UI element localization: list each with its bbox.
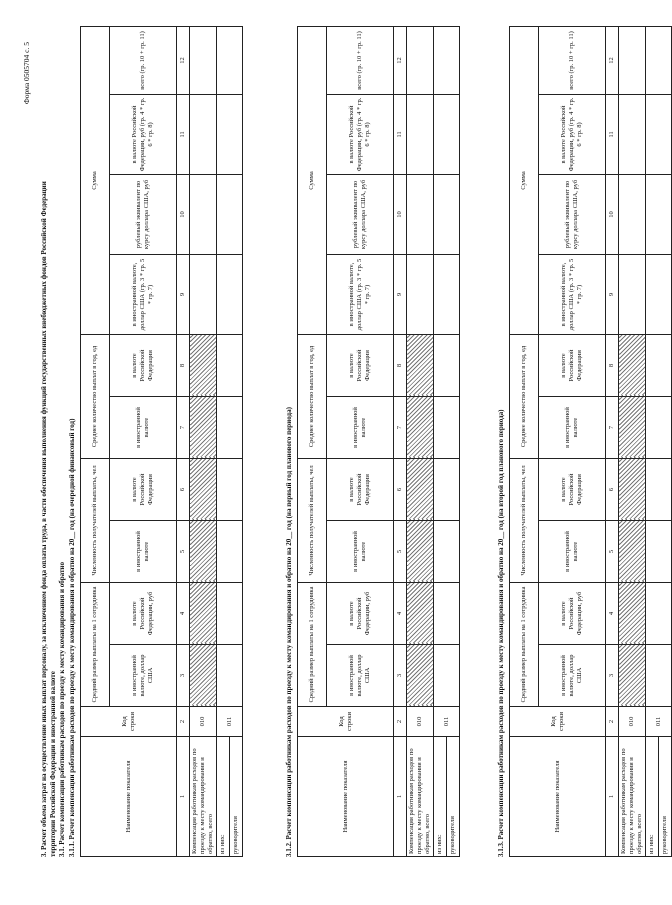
value-cell[interactable] [646, 583, 672, 645]
column-number: 2 [177, 707, 190, 737]
header-count-fx: в иностранной валюте [110, 521, 177, 583]
column-number: 2 [394, 707, 407, 737]
column-number: 1 [177, 737, 190, 857]
hatched-cell [619, 397, 646, 459]
row-label: Компенсация работникам расходов по проезду к месту командирования и обратно, всего [619, 737, 646, 857]
section-3-1-1-heading: 3.1.1. Расчет компенсации работникам расходов по проезду к месту командирования и обратно на 20__ год (на очередной финансовый год) [68, 418, 76, 857]
header-sum-fx: в иностранной валюте, доллар США (гр. 3 * гр. 5 * гр. 7) [539, 255, 606, 335]
row-label: из них: [646, 737, 659, 857]
hatched-cell [619, 521, 646, 583]
section-3-heading-continued: территории Российской Федерации и иностранной валюте [49, 671, 57, 857]
header-avg-pay-fx: в иностранной валюте, доллар США [539, 645, 606, 707]
header-qty-fx: в иностранной валюте [110, 397, 177, 459]
value-cell[interactable] [407, 26, 434, 94]
value-cell[interactable] [217, 521, 243, 583]
header-sum-total: всего (гр. 10 + гр. 11) [327, 26, 394, 94]
form-code: Форма 0505704 с. 5 [22, 42, 31, 105]
header-avg-pay-rub: в валюте Российской Федерации, руб [110, 583, 177, 645]
column-number: 12 [606, 26, 619, 94]
table-row-incl [217, 26, 230, 856]
value-cell[interactable] [190, 95, 217, 175]
header-avg-pay: Средний размер выплаты на 1 сотрудника [298, 583, 327, 707]
table-row-total [619, 26, 646, 856]
value-cell[interactable] [217, 95, 243, 175]
value-cell[interactable] [217, 26, 243, 94]
value-cell[interactable] [217, 459, 243, 521]
hatched-cell [407, 397, 434, 459]
row-code: 010 [619, 707, 646, 737]
value-cell[interactable] [434, 397, 460, 459]
row-label: Компенсация работникам расходов по проезду к месту командирования и обратно, всего [407, 737, 434, 857]
header-count-rub: в валюте Российской Федерации [539, 459, 606, 521]
header-sum-fx: в иностранной валюте, доллар США (гр. 3 * гр. 5 * гр. 7) [327, 255, 394, 335]
header-count-rub: в валюте Российской Федерации [110, 459, 177, 521]
table-row-incl [646, 26, 659, 856]
row-code: 010 [407, 707, 434, 737]
header-qty-fx: в иностранной валюте [327, 397, 394, 459]
row-label: руководители [230, 737, 243, 857]
header-qty-fx: в иностранной валюте [539, 397, 606, 459]
header-count: Численность получателей выплаты, чел [510, 459, 539, 583]
header-sum-total: всего (гр. 10 + гр. 11) [539, 26, 606, 94]
hatched-cell [407, 645, 434, 707]
column-number: 5 [606, 521, 619, 583]
header-count-fx: в иностранной валюте [327, 521, 394, 583]
value-cell[interactable] [646, 26, 672, 94]
hatched-cell [190, 583, 217, 645]
value-cell[interactable] [217, 335, 243, 397]
table-row-total [190, 26, 217, 856]
column-number: 1 [606, 737, 619, 857]
value-cell[interactable] [217, 645, 243, 707]
column-number: 10 [177, 175, 190, 255]
row-label: Компенсация работникам расходов по проезду к месту командирования и обратно, всего [190, 737, 217, 857]
hatched-cell [407, 459, 434, 521]
value-cell[interactable] [434, 645, 460, 707]
column-number: 7 [394, 397, 407, 459]
header-name: Наименование показателя [298, 737, 394, 857]
hatched-cell [619, 645, 646, 707]
header-avg-pay: Средний размер выплаты на 1 сотрудника [81, 583, 110, 707]
header-avg-pay-fx: в иностранной валюте, доллар США [327, 645, 394, 707]
header-sum-fx: в иностранной валюте, доллар США (гр. 3 * гр. 5 * гр. 7) [110, 255, 177, 335]
header-sum-total: всего (гр. 10 + гр. 11) [110, 26, 177, 94]
header-avg-pay-rub: в валюте Российской Федерации, руб [539, 583, 606, 645]
header-qty-rub: в валюте Российской Федерации [539, 335, 606, 397]
header-avg-qty: Среднее количество выплат в год, ед [298, 335, 327, 459]
header-sum-rub: в валюте Российской Федерации, руб (гр. 4 * гр. 6 * гр. 8) [539, 95, 606, 175]
value-cell[interactable] [619, 175, 646, 255]
value-cell[interactable] [434, 95, 460, 175]
row-code: 011 [646, 707, 672, 737]
row-label: из них: [434, 737, 447, 857]
header-sum: Сумма [81, 26, 110, 334]
header-sum: Сумма [510, 26, 539, 334]
header-name: Наименование показателя [81, 737, 177, 857]
column-number: 4 [606, 583, 619, 645]
value-cell[interactable] [407, 175, 434, 255]
table-3-1-2 [297, 26, 460, 857]
header-sum-equiv: рублевый эквивалент по курсу доллара США, руб [327, 175, 394, 255]
column-number: 7 [606, 397, 619, 459]
value-cell[interactable] [217, 583, 243, 645]
hatched-cell [190, 397, 217, 459]
value-cell[interactable] [646, 645, 672, 707]
section-3-1-heading: 3.1. Расчет компенсации работникам расходов по проезду к месту командирования и обратно [58, 562, 66, 857]
row-label: из них: [217, 737, 230, 857]
column-number: 2 [606, 707, 619, 737]
column-number: 3 [606, 645, 619, 707]
value-cell[interactable] [434, 521, 460, 583]
column-number: 11 [606, 95, 619, 175]
hatched-cell [190, 645, 217, 707]
header-sum-rub: в валюте Российской Федерации, руб (гр. 4 * гр. 6 * гр. 8) [327, 95, 394, 175]
value-cell[interactable] [407, 255, 434, 335]
value-cell[interactable] [190, 26, 217, 94]
value-cell[interactable] [217, 175, 243, 255]
header-avg-pay-rub: в валюте Российской Федерации, руб [327, 583, 394, 645]
value-cell[interactable] [646, 175, 672, 255]
value-cell[interactable] [190, 175, 217, 255]
hatched-cell [619, 459, 646, 521]
header-code: Код строки [510, 707, 606, 737]
column-number: 11 [177, 95, 190, 175]
column-number: 6 [394, 459, 407, 521]
column-number: 6 [177, 459, 190, 521]
row-code: 011 [217, 707, 243, 737]
header-sum-rub: в валюте Российской Федерации, руб (гр. 4 * гр. 6 * гр. 8) [110, 95, 177, 175]
value-cell[interactable] [619, 255, 646, 335]
row-code: 011 [434, 707, 460, 737]
row-code: 010 [190, 707, 217, 737]
header-sum-equiv: рублевый эквивалент по курсу доллара США, руб [539, 175, 606, 255]
column-number-row [606, 26, 619, 856]
column-number: 9 [394, 255, 407, 335]
value-cell[interactable] [646, 255, 672, 335]
hatched-cell [190, 335, 217, 397]
column-number: 5 [394, 521, 407, 583]
value-cell[interactable] [619, 95, 646, 175]
header-code: Код строки [81, 707, 177, 737]
table-row-incl [434, 26, 447, 856]
header-count: Численность получателей выплаты, чел [298, 459, 327, 583]
column-number: 9 [177, 255, 190, 335]
column-number: 12 [394, 26, 407, 94]
hatched-cell [407, 335, 434, 397]
header-sum: Сумма [298, 26, 327, 334]
row-label: руководители [659, 737, 672, 857]
column-number: 3 [394, 645, 407, 707]
header-count-rub: в валюте Российской Федерации [327, 459, 394, 521]
column-number-row [177, 26, 190, 856]
value-cell[interactable] [217, 255, 243, 335]
value-cell[interactable] [646, 335, 672, 397]
table-row-total [407, 26, 434, 856]
value-cell[interactable] [646, 459, 672, 521]
column-number: 4 [177, 583, 190, 645]
value-cell[interactable] [434, 583, 460, 645]
row-label: руководители [447, 737, 460, 857]
header-avg-qty: Среднее количество выплат в год, ед [81, 335, 110, 459]
value-cell[interactable] [434, 175, 460, 255]
value-cell[interactable] [434, 459, 460, 521]
column-number: 7 [177, 397, 190, 459]
header-name: Наименование показателя [510, 737, 606, 857]
column-number: 5 [177, 521, 190, 583]
column-number: 9 [606, 255, 619, 335]
column-number: 8 [606, 335, 619, 397]
column-number: 12 [177, 26, 190, 94]
column-number: 10 [606, 175, 619, 255]
column-number: 1 [394, 737, 407, 857]
hatched-cell [407, 521, 434, 583]
header-avg-qty: Среднее количество выплат в год, ед [510, 335, 539, 459]
column-number-row [394, 26, 407, 856]
column-number: 3 [177, 645, 190, 707]
value-cell[interactable] [190, 255, 217, 335]
hatched-cell [190, 521, 217, 583]
column-number: 4 [394, 583, 407, 645]
section-3-1-2-heading: 3.1.2. Расчет компенсации работникам расходов по проезду к месту командирования и обратно на 20__ год (на первый год планового периода) [285, 407, 293, 857]
value-cell[interactable] [434, 255, 460, 335]
column-number: 8 [394, 335, 407, 397]
value-cell[interactable] [434, 26, 460, 94]
table-3-1-1 [80, 26, 243, 857]
header-code: Код строки [298, 707, 394, 737]
table-3-1-3 [509, 26, 672, 857]
section-3-heading: 3. Расчет объема затрат на осуществление иных выплат персоналу, за исключением фонда оплаты труда, в части обеспечения выполнения функций государственных внебюджетных фондов Российской Федерации [40, 181, 48, 857]
hatched-cell [407, 583, 434, 645]
hatched-cell [190, 459, 217, 521]
section-3-1-3-heading: 3.1.3. Расчет компенсации работникам расходов по проезду к месту командирования и обратно на 20__ год (на второй год планового периода) [497, 409, 505, 857]
column-number: 6 [606, 459, 619, 521]
column-number: 8 [177, 335, 190, 397]
value-cell[interactable] [646, 95, 672, 175]
header-qty-rub: в валюте Российской Федерации [110, 335, 177, 397]
value-cell[interactable] [217, 397, 243, 459]
header-avg-pay: Средний размер выплаты на 1 сотрудника [510, 583, 539, 707]
header-count-fx: в иностранной валюте [539, 521, 606, 583]
hatched-cell [619, 335, 646, 397]
value-cell[interactable] [646, 521, 672, 583]
header-avg-pay-fx: в иностранной валюте, доллар США [110, 645, 177, 707]
value-cell[interactable] [434, 335, 460, 397]
column-number: 11 [394, 95, 407, 175]
value-cell[interactable] [619, 26, 646, 94]
value-cell[interactable] [407, 95, 434, 175]
header-count: Численность получателей выплаты, чел [81, 459, 110, 583]
header-sum-equiv: рублевый эквивалент по курсу доллара США, руб [110, 175, 177, 255]
hatched-cell [619, 583, 646, 645]
column-number: 10 [394, 175, 407, 255]
header-qty-rub: в валюте Российской Федерации [327, 335, 394, 397]
value-cell[interactable] [646, 397, 672, 459]
